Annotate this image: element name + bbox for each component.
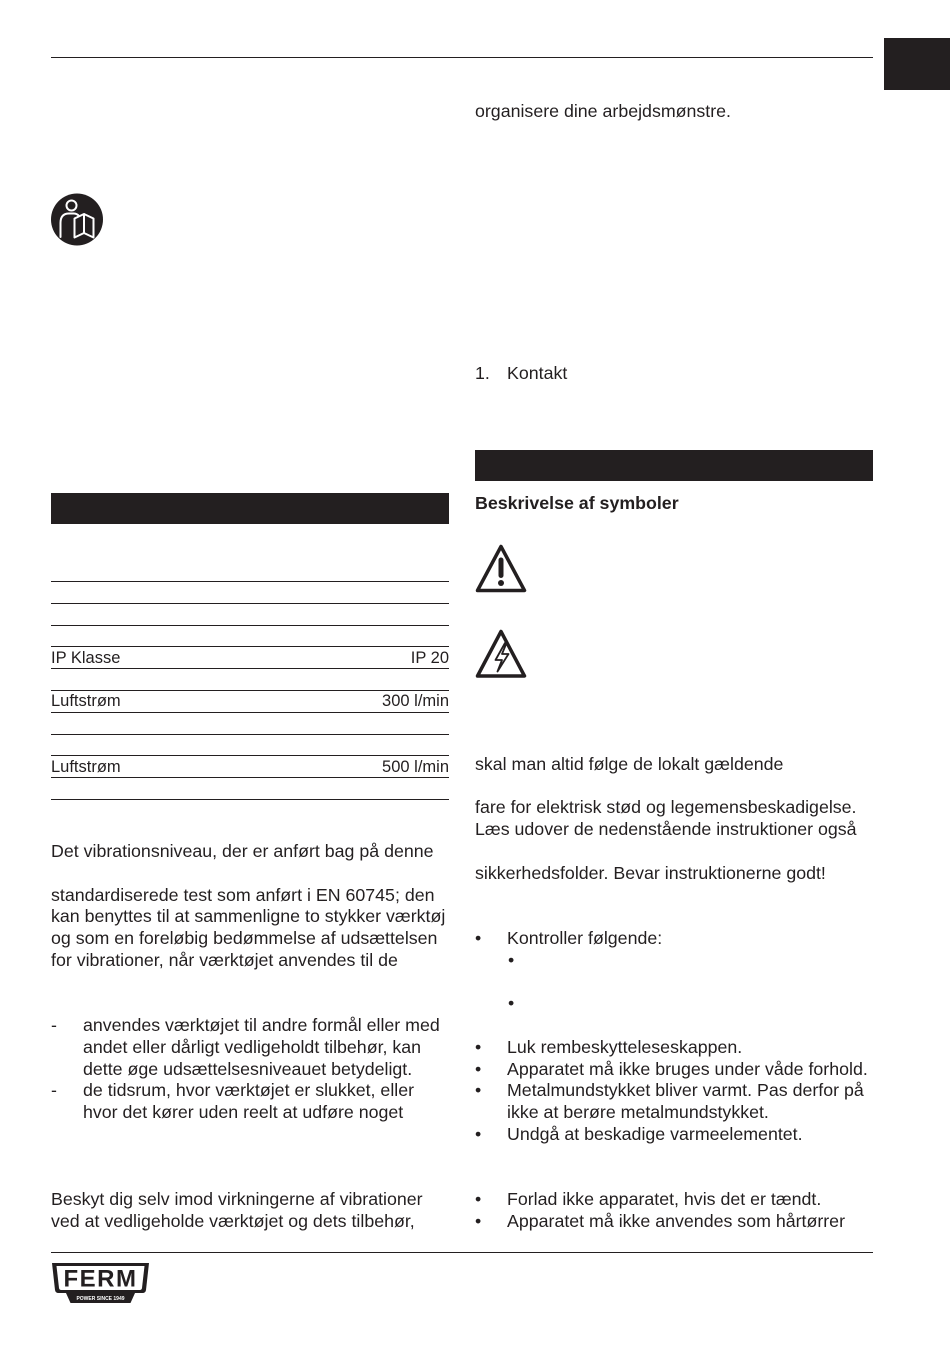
table-row xyxy=(51,646,449,668)
table-row xyxy=(51,668,449,690)
spec-value: 300 l/min xyxy=(382,692,449,711)
bullet-marker: • xyxy=(475,1080,482,1100)
list-item xyxy=(475,1037,742,1059)
bullet-marker: • xyxy=(475,1059,482,1079)
paragraph-line: standardiserede test som anført i EN 60745; den xyxy=(51,885,435,905)
paragraph-line: ved at vedligeholde værktøjet og dets tilbehør, xyxy=(51,1211,415,1231)
logo-wordmark: FERM xyxy=(63,1265,138,1293)
footer-rule xyxy=(51,1252,873,1253)
dash-marker: - xyxy=(51,1015,57,1035)
item-number: 1. xyxy=(475,363,490,383)
read-manual-icon xyxy=(51,193,103,246)
paragraph-line: fare for elektrisk stød og legemensbeskadigelse. xyxy=(475,797,857,817)
header-rule xyxy=(51,57,873,58)
warning-icon xyxy=(475,543,527,594)
spec-value: IP 20 xyxy=(410,648,449,667)
list-item xyxy=(475,1080,864,1102)
ferm-logo xyxy=(51,1262,150,1306)
spec-label: IP Klasse xyxy=(51,648,121,667)
bullet-marker: • xyxy=(475,1037,482,1057)
list-item xyxy=(475,1189,821,1211)
list-item-text: Forlad ikke apparatet, hvis det er tændt. xyxy=(507,1189,822,1209)
list-item-continuation: andet eller dårligt vedligeholdt tilbehør, kan xyxy=(83,1037,422,1057)
table-row xyxy=(51,777,449,800)
section-heading: Beskrivelse af symboler xyxy=(475,493,679,513)
list-item xyxy=(475,1211,845,1233)
paragraph-line: for vibrationer, når værktøjet anvendes til de xyxy=(51,950,398,970)
paragraph-line: kan benyttes til at sammenligne to stykker værktøj xyxy=(51,906,446,926)
list-item-text: Kontroller følgende: xyxy=(507,928,663,948)
sub-bullet-marker: • xyxy=(508,950,515,970)
paragraph-line: og som en foreløbig bedømmelse af udsættelsen xyxy=(51,928,438,948)
bullet-marker: • xyxy=(475,928,482,948)
list-item xyxy=(51,1015,440,1037)
sub-bullet-marker: • xyxy=(508,993,515,1013)
technical-data-heading-bar xyxy=(51,493,449,524)
intro-line: organisere dine arbejdsmønstre. xyxy=(475,101,731,121)
spec-value: 500 l/min xyxy=(382,757,449,776)
safety-heading-bar xyxy=(475,450,873,481)
electric-shock-warning-icon xyxy=(475,628,527,680)
language-tab-marker xyxy=(884,38,950,90)
list-item-continuation: hvor det kører uden reelt at udføre noget xyxy=(83,1102,404,1122)
list-item-text: anvendes værktøjet til andre formål eller med xyxy=(83,1015,440,1035)
bullet-marker: • xyxy=(475,1124,482,1144)
parts-list-item xyxy=(475,363,567,385)
bullet-marker: • xyxy=(475,1211,482,1231)
list-item xyxy=(475,928,662,950)
spec-label: Luftstrøm xyxy=(51,692,121,711)
list-item-continuation: ikke at berøre metalmundstykket. xyxy=(507,1102,769,1122)
paragraph-line: Det vibrationsniveau, der er anført bag på denne xyxy=(51,841,434,861)
technical-data-table xyxy=(51,581,449,800)
list-item-text: Luk rembeskytteleseskappen. xyxy=(507,1037,743,1057)
spec-label: Luftstrøm xyxy=(51,757,121,776)
logo-tagline: POWER SINCE 1949 xyxy=(76,1296,125,1303)
table-row xyxy=(51,755,449,777)
table-row xyxy=(51,690,449,712)
bullet-marker: • xyxy=(475,1189,482,1209)
list-item-text: Undgå at beskadige varmeelementet. xyxy=(507,1124,803,1144)
list-item-text: Metalmundstykket bliver varmt. Pas derfor på xyxy=(507,1080,864,1100)
table-row xyxy=(51,625,449,647)
paragraph-line: Beskyt dig selv imod virkningerne af vibrationer xyxy=(51,1189,423,1209)
list-item-continuation: dette øge udsættelsesniveauet betydeligt. xyxy=(83,1059,413,1079)
paragraph-line: sikkerhedsfolder. Bevar instruktionerne godt! xyxy=(475,863,826,883)
table-row xyxy=(51,712,449,734)
paragraph-line: skal man altid følge de lokalt gældende xyxy=(475,754,784,774)
list-item-text: Apparatet må ikke anvendes som hårtørrer xyxy=(507,1211,845,1231)
list-item xyxy=(475,1059,868,1081)
list-item-text: Apparatet må ikke bruges under våde forhold. xyxy=(507,1059,868,1079)
paragraph-line: Læs udover de nedenstående instruktioner også xyxy=(475,819,857,839)
list-item-text: de tidsrum, hvor værktøjet er slukket, eller xyxy=(83,1080,415,1100)
table-row xyxy=(51,734,449,756)
list-item xyxy=(475,1124,803,1146)
table-row xyxy=(51,603,449,625)
table-row xyxy=(51,581,449,603)
item-label: Kontakt xyxy=(507,363,568,383)
list-item xyxy=(51,1080,414,1102)
dash-marker: - xyxy=(51,1080,57,1100)
